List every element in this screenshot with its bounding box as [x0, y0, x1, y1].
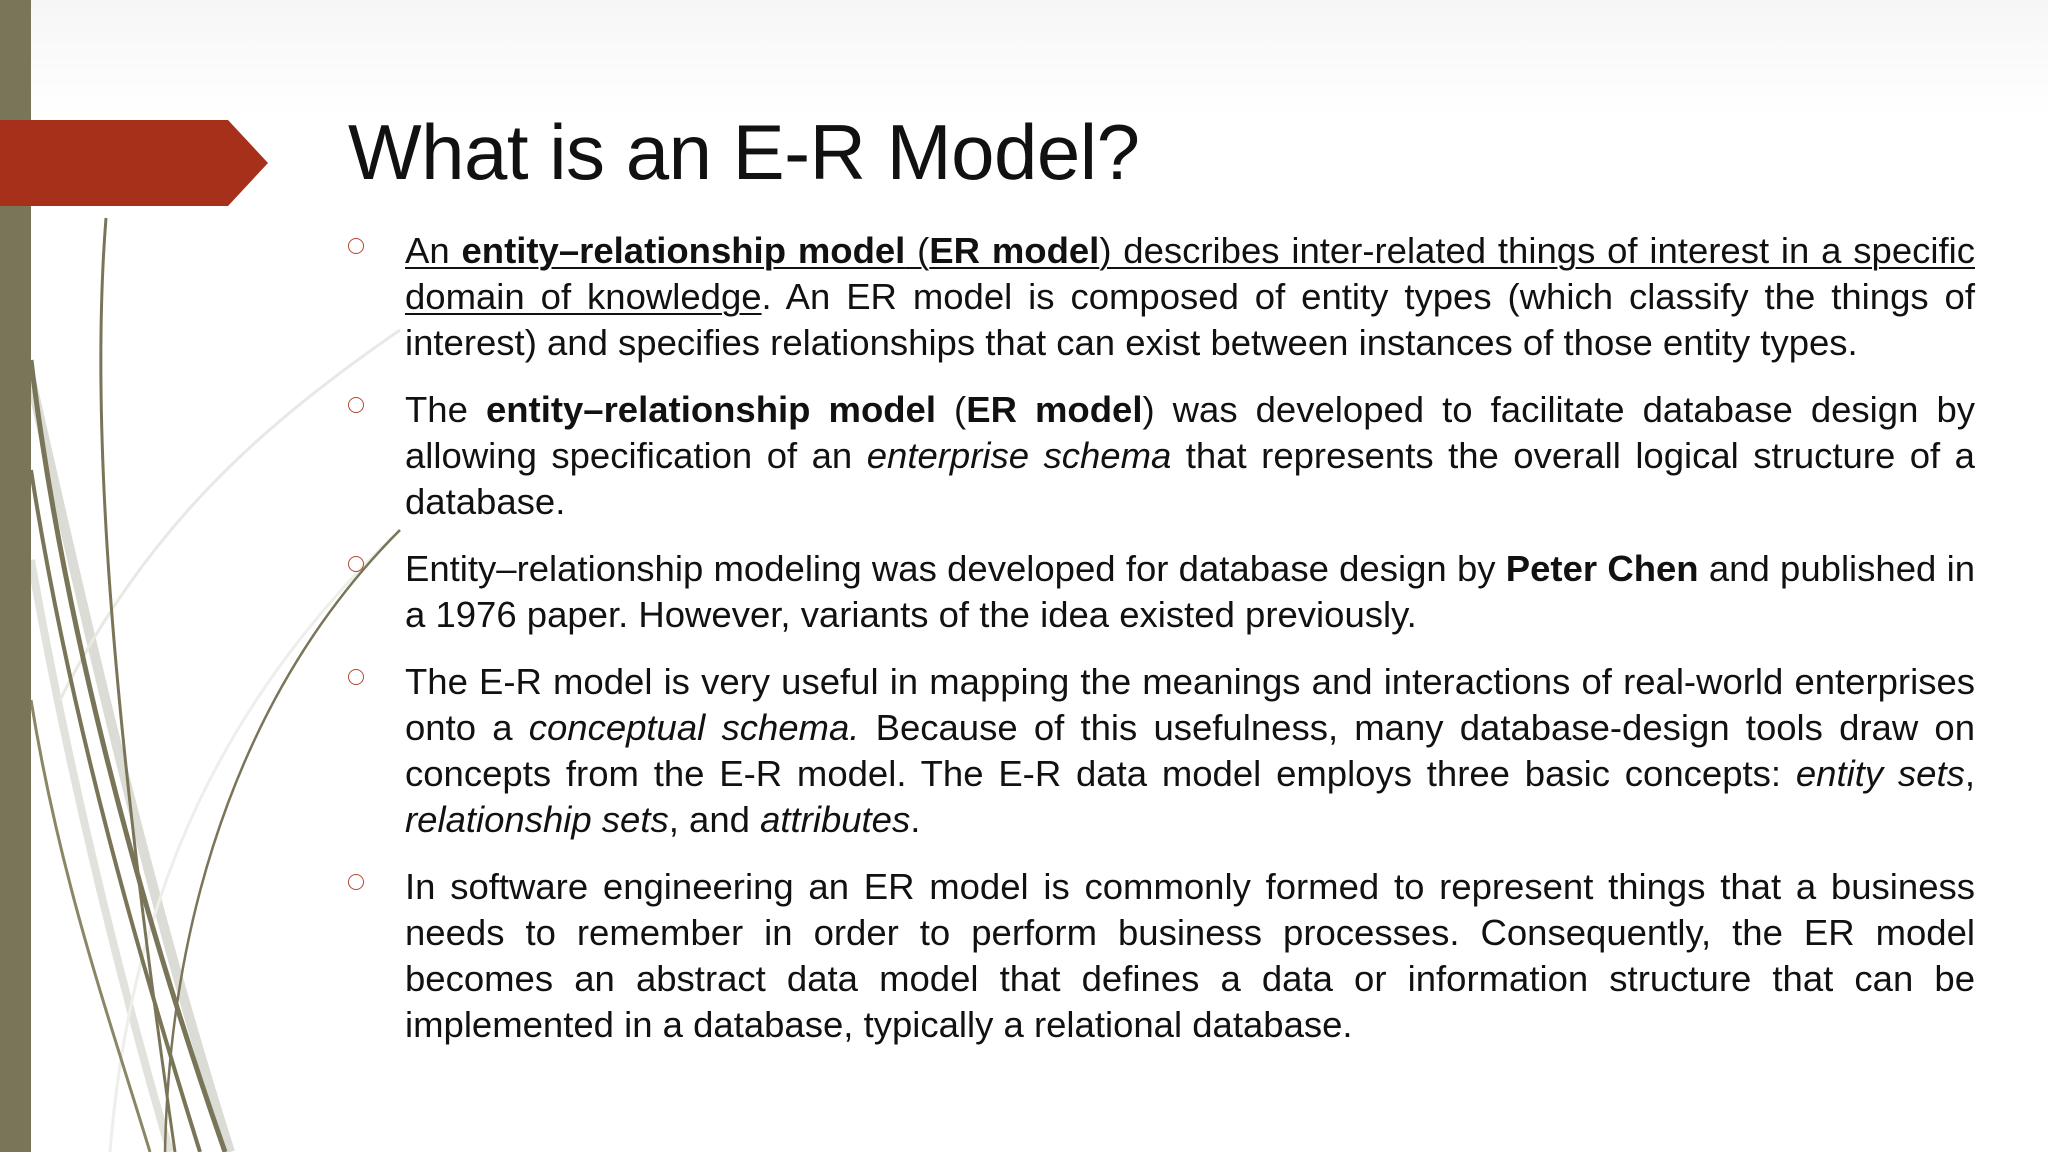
slide-title: What is an E-R Model? [348, 108, 1140, 196]
circle-outline-bullet-icon [348, 397, 364, 413]
bullet-item-3: Entity–relationship modeling was developed for database design by Peter Chen and published in a 1976 paper. However, variants of the idea existed previously. [345, 546, 1975, 638]
bullet-item-2: The entity–relationship model (ER model) was developed to facilitate database design by allowing specification of an enterprise schema that represents the overall logical structure of a database. [345, 387, 1975, 525]
definition-underlined: An entity–relationship model (ER model) describes inter-related things of interest in a specific domain of knowledge [405, 230, 1975, 317]
bullet-list [345, 228, 1975, 1069]
title-arrow-tab [0, 120, 270, 206]
circle-outline-bullet-icon [348, 874, 364, 890]
circle-outline-bullet-icon [348, 669, 364, 685]
circle-outline-bullet-icon [348, 556, 364, 572]
circle-outline-bullet-icon [348, 238, 364, 254]
bullet-item-4: The E-R model is very useful in mapping the meanings and interactions of real-world enterprises onto a conceptual schema. Because of this usefulness, many database-design tools draw on concepts from the E-R model. The E-R data model employs three basic concepts: entity sets, relationship sets, and attributes. [345, 659, 1975, 843]
bullet-item-5: In software engineering an ER model is commonly formed to represent things that a business needs to remember in order to perform business processes. Consequently, the ER model becomes an abstract data model that defines a data or information structure that can be implemented in a database, typically a relational database. [345, 864, 1975, 1048]
bullet-item-1: An entity–relationship model (ER model) describes inter-related things of interest in a specific domain of knowledge. An ER model is composed of entity types (which classify the things of interest) and specifies relationships that can exist between instances of those entity types. [345, 228, 1975, 366]
